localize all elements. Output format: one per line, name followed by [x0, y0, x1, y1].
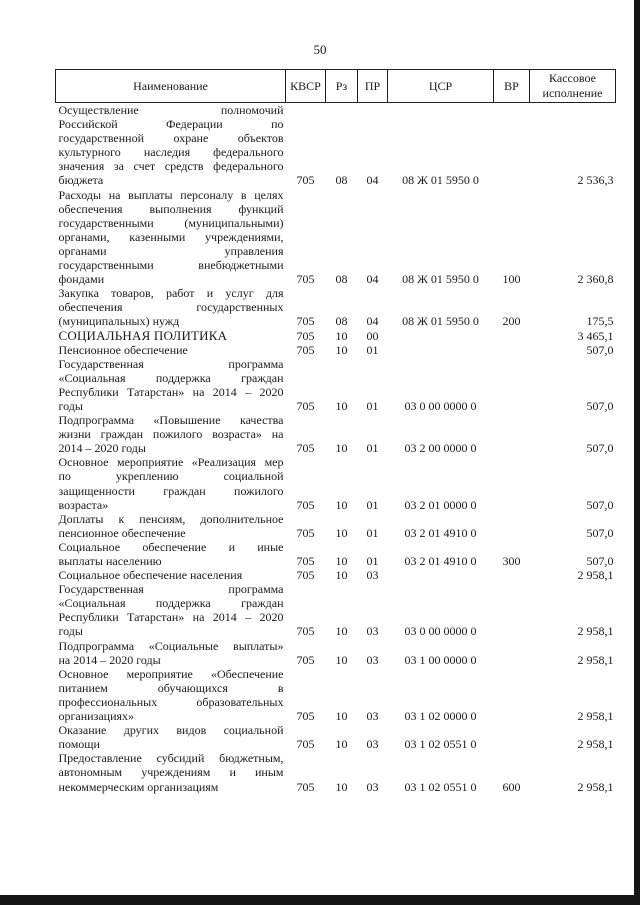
- row-name-text: Осуществление полномочий Российской Федерации по государственной охране объектов культурного наследия федерального значения за счет средств федерального бюджета: [58, 103, 284, 188]
- row-name-text: Социальное обеспечение населения: [58, 568, 243, 583]
- page-number: 50: [313, 42, 327, 57]
- cell-rz: 10: [335, 554, 348, 568]
- table-row: [56, 413, 616, 455]
- cell-amount: 2 958,1: [577, 624, 614, 639]
- cell-amount: 2 360,8: [577, 272, 614, 287]
- cell-amount: 507,0: [586, 497, 614, 512]
- cell-vr: 200: [502, 314, 521, 329]
- cell-csr: 03 2 01 4910 0: [404, 554, 477, 568]
- cell-amount: 507,0: [586, 342, 614, 357]
- cell-kvsr: 705: [296, 398, 315, 413]
- table-row: [56, 639, 616, 667]
- cell-vr: [494, 667, 530, 723]
- cell-rz: 10: [335, 497, 348, 512]
- cell-vr: [494, 343, 530, 357]
- cell-rz: 10: [335, 624, 348, 639]
- cell-vr: [494, 639, 530, 667]
- row-name-text: Расходы на выплаты персоналу в целях обеспечения выполнения функций государственными (муниципальными) органами, казенными учреждениями, органами управления государственными внебюджетными фондами: [58, 187, 284, 287]
- cell-kvsr: 705: [296, 779, 315, 794]
- cell-csr: [388, 343, 494, 357]
- row-name-text: Предоставление субсидий бюджетным, автономным учреждениям и иным некоммерческим организациям: [58, 751, 284, 794]
- cell-rz: 10: [335, 779, 348, 794]
- cell-pr: 03: [366, 709, 379, 724]
- cell-pr: 01: [366, 525, 379, 540]
- cell-kvsr: 705: [296, 554, 315, 568]
- cell-pr: 04: [366, 272, 379, 287]
- table-row: [56, 455, 616, 511]
- cell-amount: 2 958,1: [577, 568, 614, 583]
- column-header-csr: ЦСР: [388, 70, 494, 103]
- table-row: [56, 582, 616, 638]
- cell-kvsr: 705: [296, 342, 315, 357]
- cell-name: [56, 751, 286, 793]
- table-row: [56, 329, 616, 343]
- column-header-kvsr: КВСР: [286, 70, 326, 103]
- cell-amount: 2 958,1: [577, 709, 614, 724]
- cell-pr: 03: [366, 568, 379, 583]
- cell-vr: [494, 723, 530, 751]
- cell-name: [56, 639, 286, 667]
- table-row: [56, 540, 616, 568]
- cell-amount: 175,5: [586, 314, 614, 329]
- cell-amount: 507,0: [586, 398, 614, 413]
- cell-rz: 08: [335, 314, 348, 329]
- row-name-text: Основное мероприятие «Реализация мер по укреплению социальной защищенности граждан пожилого возраста»: [58, 455, 284, 512]
- cell-name: [56, 455, 286, 511]
- cell-pr: 01: [366, 554, 379, 568]
- cell-csr: 03 1 02 0000 0: [404, 709, 477, 724]
- cell-vr: [494, 413, 530, 455]
- cell-pr: 01: [366, 398, 379, 413]
- cell-csr: 03 2 00 0000 0: [404, 441, 477, 456]
- cell-csr: 08 Ж 01 5950 0: [402, 173, 479, 188]
- column-header-rz: Рз: [326, 70, 358, 103]
- scan-edge-bottom: [0, 895, 640, 905]
- cell-rz: 10: [335, 709, 348, 724]
- cell-pr: 04: [366, 173, 379, 188]
- cell-rz: 10: [335, 525, 348, 540]
- cell-rz: 10: [335, 568, 348, 583]
- cell-rz: 10: [335, 652, 348, 667]
- cell-csr: 03 0 00 0000 0: [404, 624, 477, 639]
- column-header-amount: Кассовое исполнение: [530, 70, 616, 103]
- table-row: [56, 188, 616, 287]
- cell-amount: 507,0: [586, 554, 614, 568]
- cell-vr: [494, 512, 530, 540]
- cell-kvsr: 705: [296, 624, 315, 639]
- row-name-text: Подпрограмма «Социальные выплаты» на 2014 – 2020 годы: [58, 638, 284, 667]
- row-name-text: Оказание других видов социальной помощи: [58, 723, 284, 752]
- table-row: [56, 512, 616, 540]
- table-row: [56, 103, 616, 188]
- row-name-text: Социальное обеспечение и иные выплаты населению: [58, 539, 284, 568]
- row-name-text: Подпрограмма «Повышение качества жизни граждан пожилого возраста» на 2014 – 2020 годы: [58, 413, 284, 456]
- cell-rz: 10: [335, 441, 348, 456]
- cell-name: [56, 329, 286, 343]
- cell-vr: [494, 103, 530, 188]
- cell-kvsr: 705: [296, 525, 315, 540]
- cell-pr: 03: [366, 737, 379, 752]
- row-name-text: Закупка товаров, работ и услуг для обеспечения государственных (муниципальных) нужд: [58, 286, 284, 329]
- cell-kvsr: 705: [296, 314, 315, 329]
- cell-name: [56, 582, 286, 638]
- cell-amount: 3 465,1: [577, 328, 614, 343]
- table-row: [56, 667, 616, 723]
- column-header-vr: ВР: [494, 70, 530, 103]
- cell-rz: 10: [335, 737, 348, 752]
- cell-vr: [494, 357, 530, 413]
- cell-pr: 03: [366, 652, 379, 667]
- cell-kvsr: 705: [296, 441, 315, 456]
- column-header-pr: ПР: [358, 70, 388, 103]
- cell-pr: 01: [366, 342, 379, 357]
- cell-csr: 08 Ж 01 5950 0: [402, 314, 479, 329]
- cell-pr: 01: [366, 497, 379, 512]
- cell-vr: 300: [502, 554, 521, 568]
- row-name-text: Доплаты к пенсиям, дополнительное пенсионное обеспечение: [58, 511, 284, 540]
- row-name-text: СОЦИАЛЬНАЯ ПОЛИТИКА: [58, 327, 228, 343]
- cell-rz: 08: [335, 173, 348, 188]
- cell-kvsr: 705: [296, 737, 315, 752]
- cell-vr: [494, 329, 530, 343]
- cell-kvsr: 705: [296, 568, 315, 583]
- cell-name: [56, 188, 286, 287]
- cell-rz: 10: [335, 398, 348, 413]
- table-row: [56, 568, 616, 582]
- cell-name: [56, 723, 286, 751]
- cell-amount: 2 958,1: [577, 652, 614, 667]
- cell-name: [56, 103, 286, 188]
- cell-name: [56, 512, 286, 540]
- table-row: [56, 286, 616, 328]
- cell-vr: [494, 455, 530, 511]
- cell-name: [56, 540, 286, 568]
- table-row: [56, 343, 616, 357]
- cell-amount: 2 958,1: [577, 779, 614, 794]
- cell-kvsr: 705: [296, 173, 315, 188]
- cell-name: [56, 343, 286, 357]
- cell-pr: 03: [366, 779, 379, 794]
- cell-name: [56, 286, 286, 328]
- table-header-row: [56, 70, 616, 103]
- cell-csr: 03 1 02 0551 0: [404, 779, 477, 794]
- cell-amount: 2 536,3: [577, 173, 614, 188]
- cell-amount: 507,0: [586, 441, 614, 456]
- column-header-name: Наименование: [56, 70, 286, 103]
- scan-edge-right: [634, 0, 640, 905]
- cell-amount: 2 958,1: [577, 737, 614, 752]
- cell-csr: 03 1 00 0000 0: [404, 652, 477, 667]
- cell-kvsr: 705: [296, 272, 315, 287]
- cell-rz: 08: [335, 272, 348, 287]
- cell-amount: 507,0: [586, 525, 614, 540]
- cell-name: [56, 667, 286, 723]
- cell-csr: 03 2 01 4910 0: [404, 525, 477, 540]
- cell-pr: 01: [366, 441, 379, 456]
- cell-rz: 10: [335, 342, 348, 357]
- cell-csr: 03 2 01 0000 0: [404, 497, 477, 512]
- table-row: [56, 751, 616, 793]
- cell-kvsr: 705: [296, 709, 315, 724]
- cell-vr: [494, 568, 530, 582]
- cell-kvsr: 705: [296, 497, 315, 512]
- cell-csr: 08 Ж 01 5950 0: [402, 272, 479, 287]
- cell-pr: 03: [366, 624, 379, 639]
- cell-vr: [494, 582, 530, 638]
- row-name-text: Государственная программа «Социальная поддержка граждан Республики Татарстан» на 2014 – 2020 годы: [58, 582, 284, 639]
- cell-rz: 10: [335, 328, 348, 343]
- cell-name: [56, 568, 286, 582]
- cell-vr: 100: [502, 272, 521, 287]
- expenditure-table: [55, 69, 616, 794]
- table-row: [56, 723, 616, 751]
- cell-vr: 600: [502, 779, 521, 794]
- table-row: [56, 357, 616, 413]
- cell-csr: [388, 329, 494, 343]
- cell-pr: 00: [366, 328, 379, 343]
- row-name-text: Пенсионное обеспечение: [58, 342, 188, 357]
- cell-pr: 04: [366, 314, 379, 329]
- row-name-text: Основное мероприятие «Обеспечение питанием обучающихся в профессиональных образовательных организациях»: [58, 666, 284, 724]
- cell-name: [56, 357, 286, 413]
- cell-kvsr: 705: [296, 652, 315, 667]
- row-name-text: Государственная программа «Социальная поддержка граждан Республики Татарстан» на 2014 – 2020 годы: [58, 356, 284, 413]
- cell-name: [56, 413, 286, 455]
- cell-kvsr: 705: [296, 328, 315, 343]
- cell-csr: 03 0 00 0000 0: [404, 398, 477, 413]
- cell-csr: 03 1 02 0551 0: [404, 737, 477, 752]
- cell-csr: [388, 568, 494, 582]
